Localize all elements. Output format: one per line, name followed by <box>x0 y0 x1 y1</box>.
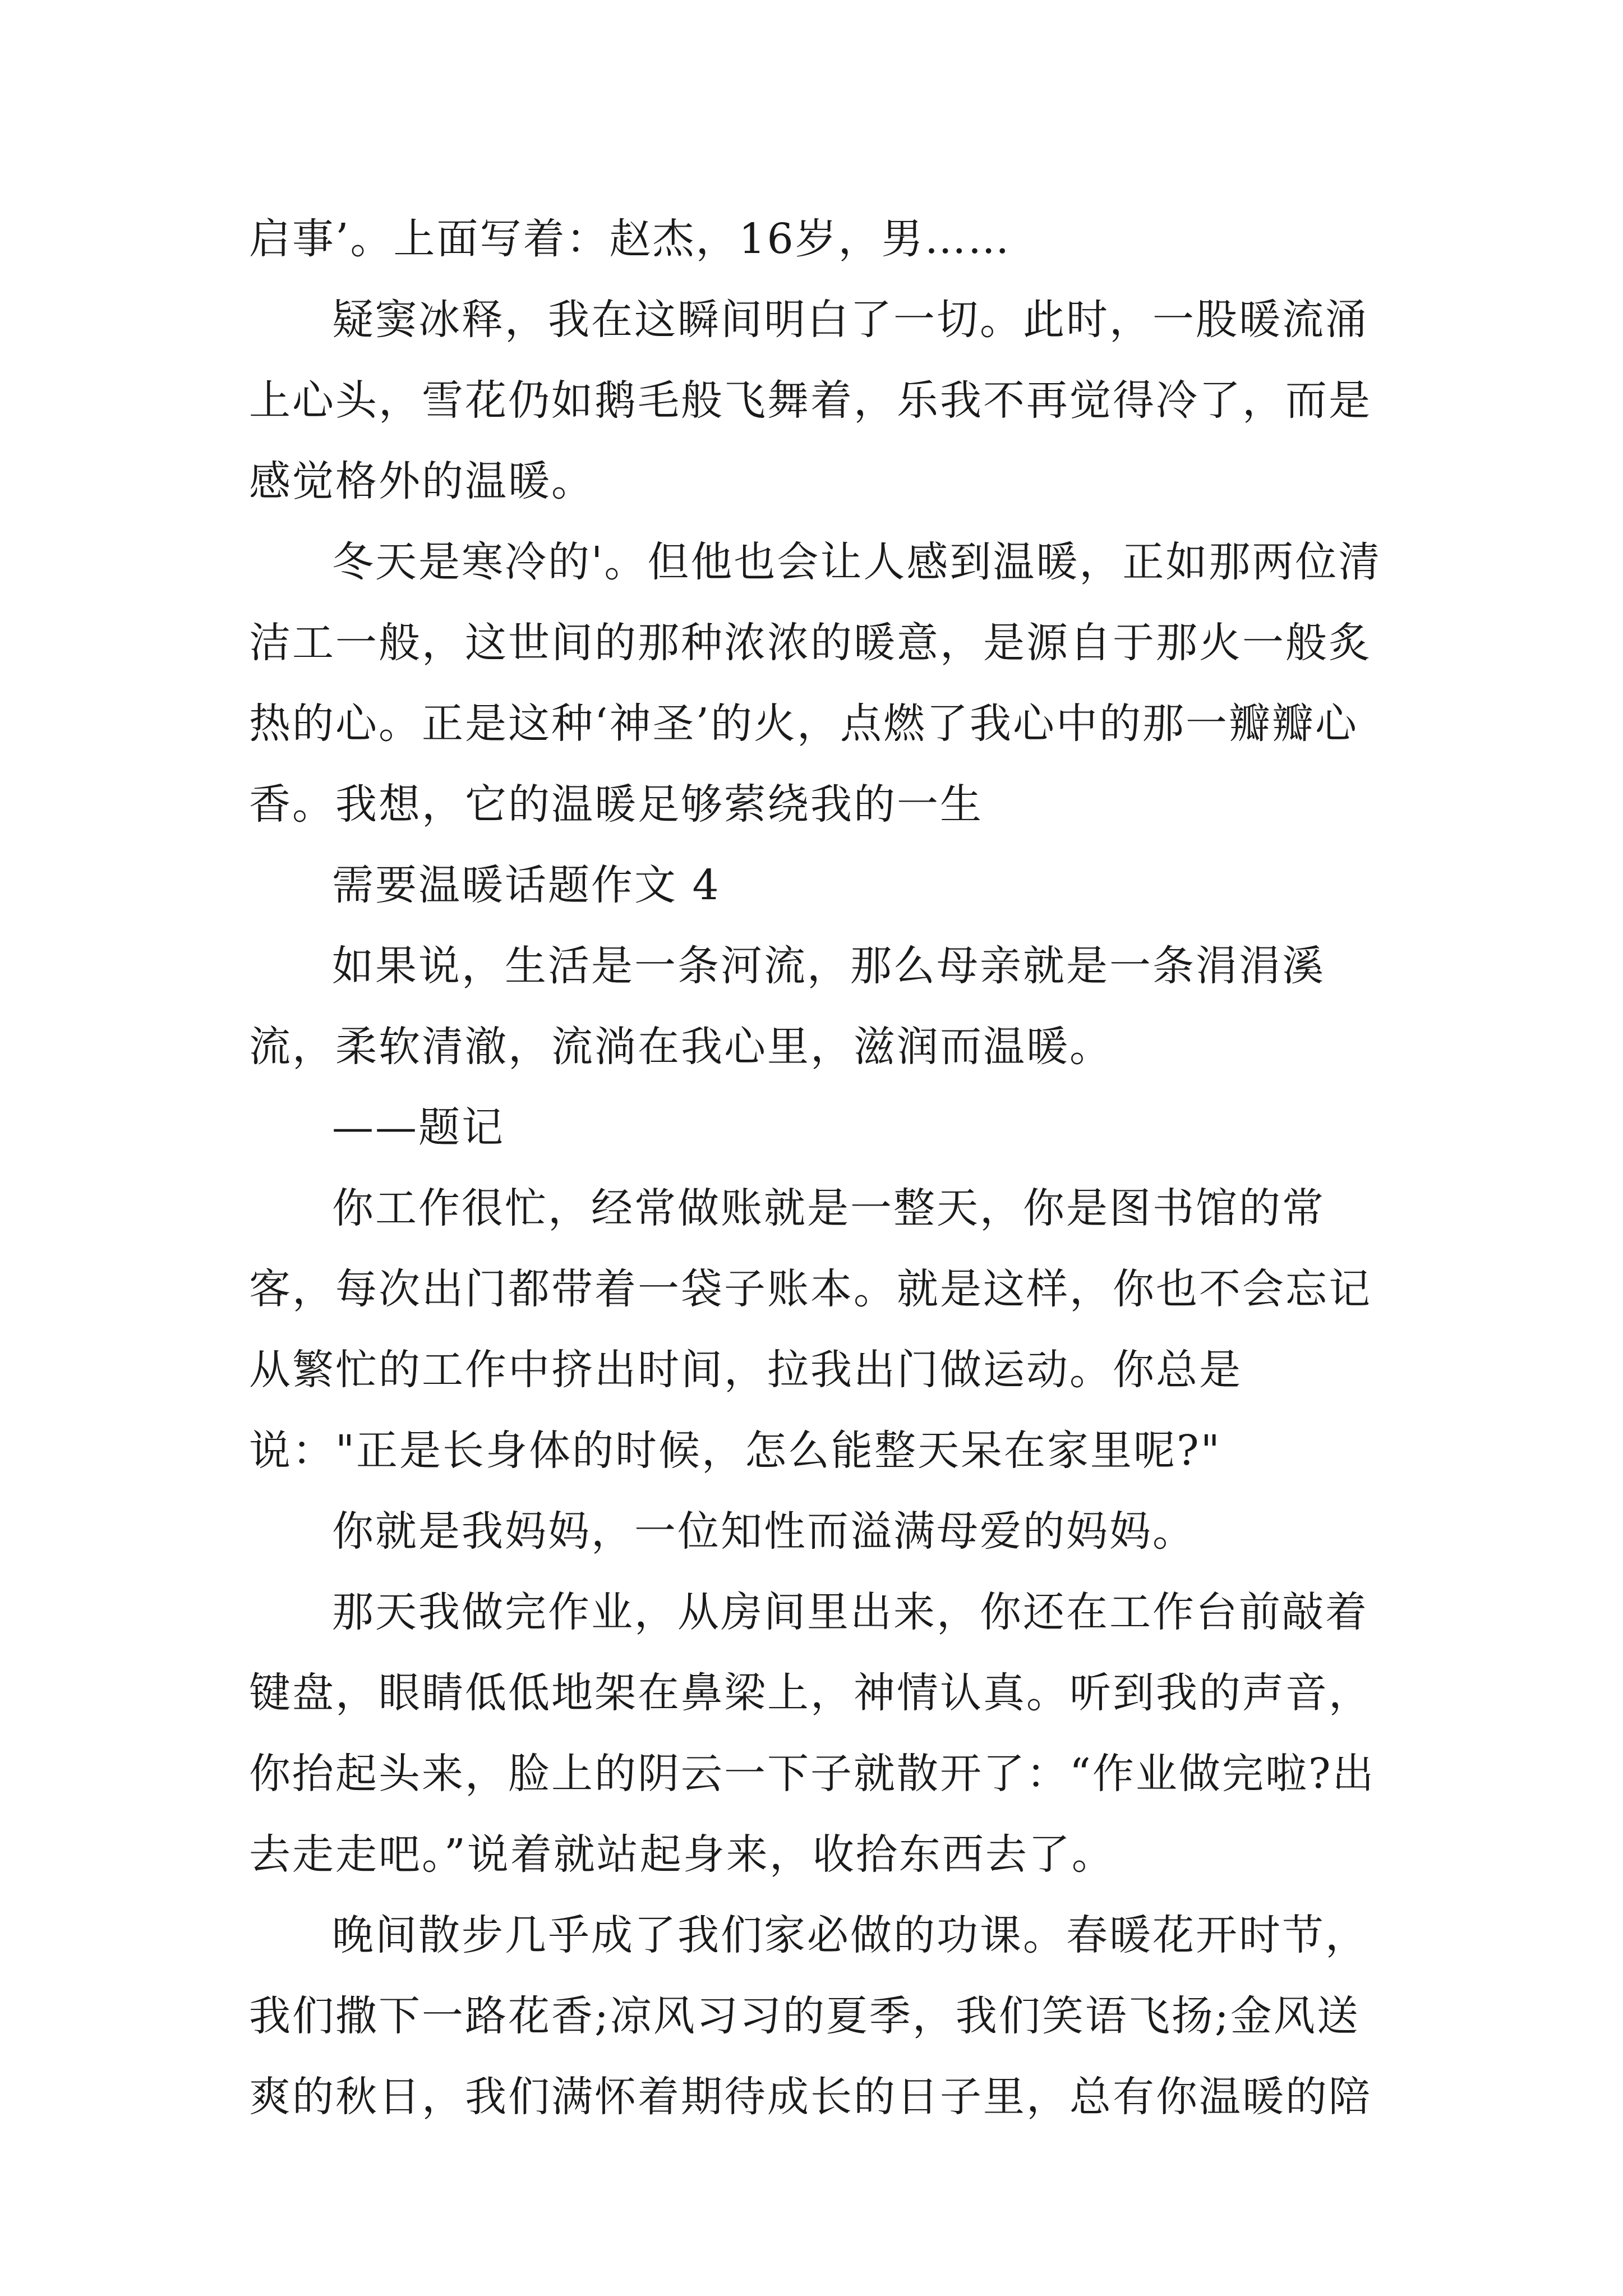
paragraph-2: 疑窦冰释，我在这瞬间明白了一切。此时，一股暖流涌上心头，雪花仍如鹅毛般飞舞着，乐我不再觉得冷了，而是感觉格外的温暖。 <box>249 296 1372 505</box>
document-body <box>249 199 1382 2137</box>
section-heading: 需要温暖话题作文 4 <box>332 861 721 909</box>
paragraph-5: 你工作很忙，经常做账就是一整天，你是图书馆的常客，每次出门都带着一袋子账本。就是这样，你也不会忘记从繁忙的工作中挤出时间，拉我出门做运动。你总是说："正是长身体的时候，怎么能整天呆在家里呢?" <box>249 1184 1372 1475</box>
paragraph-4: 如果说，生活是一条河流，那么母亲就是一条涓涓溪流，柔软清澈，流淌在我心里，滋润而温暖。 <box>249 942 1325 1071</box>
paragraph-6: 你就是我妈妈，一位知性而溢满母爱的妈妈。 <box>332 1507 1196 1556</box>
epigraph-attribution: ——题记 <box>332 1103 505 1152</box>
paragraph-7: 那天我做完作业，从房间里出来，你还在工作台前敲着键盘，眼睛低低地架在鼻梁上，神情认真。听到我的声音，你抬起头来，脸上的阴云一下子就散开了：“作业做完啦?出去走走吧。”说着就站起身来，收拾东西去了。 <box>249 1588 1376 1879</box>
paragraph-1: 启事’。上面写着：赵杰，16岁，男…… <box>249 215 1011 263</box>
paragraph-3: 冬天是寒冷的'。但他也会让人感到温暖，正如那两位清洁工一般，这世间的那种浓浓的暖意，是源自于那火一般炙热的心。正是这种‘神圣’的火，点燃了我心中的那一瓣瓣心香。我想，它的温暖足够萦绕我的一生 <box>249 538 1382 829</box>
paragraph-8: 晚间散步几乎成了我们家必做的功课。春暖花开时节，我们撒下一路花香;凉风习习的夏季，我们笑语飞扬;金风送爽的秋日，我们满怀着期待成长的日子里，总有你温暖的陪 <box>249 1911 1372 2121</box>
